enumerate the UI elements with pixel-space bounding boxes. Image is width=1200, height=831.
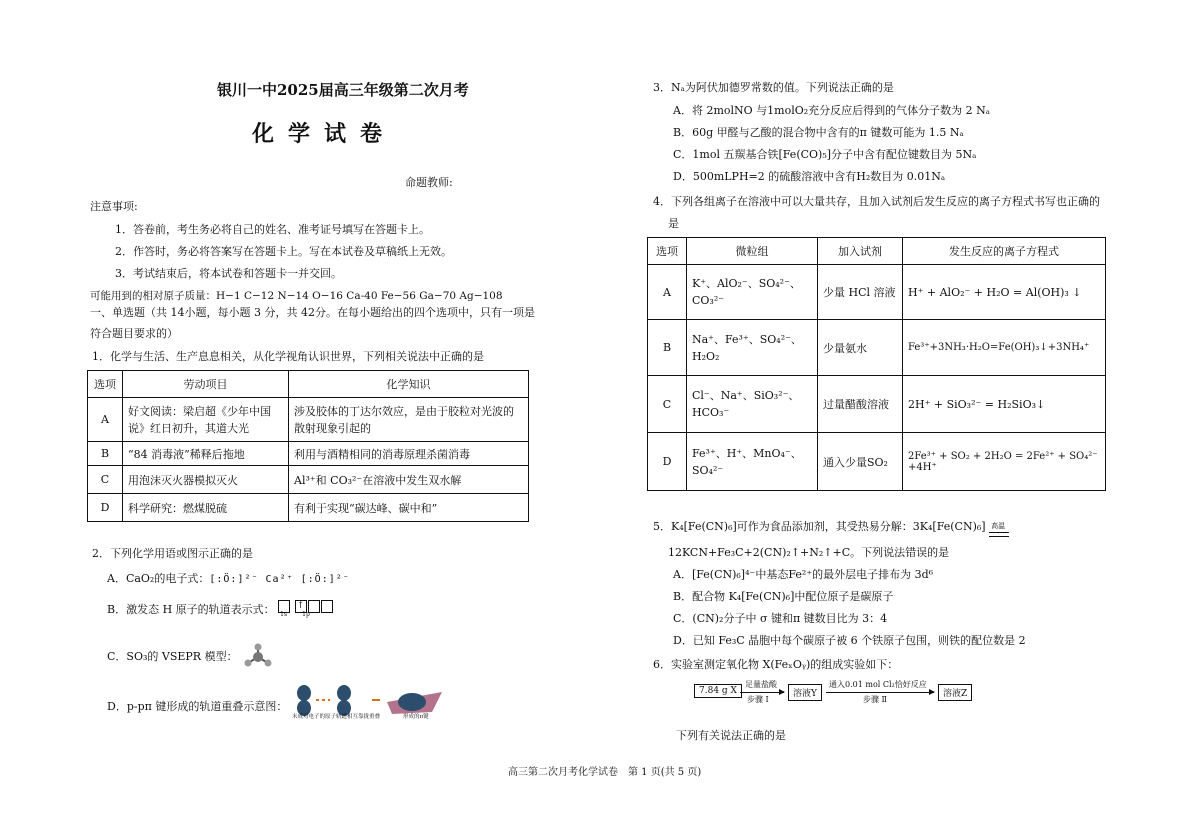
q1-knowledge: 有利于实现“碳达峰、碳中和” <box>289 494 529 522</box>
q5-stem1: 5．K₄[Fe(CN)₆]可作为食品添加剂，其受热易分解：3K₄[Fe(CN)₆] <box>653 520 986 533</box>
q4-equation: 2Fe³⁺ + SO₂ + 2H₂O = 2Fe²⁺ + SO₄²⁻ +4H⁺ <box>903 433 1106 491</box>
q4-stem-line1: 4．下列各组离子在溶液中可以大量共存，且加入试剂后发生反应的离子方程式书写也正确的 <box>653 195 1100 208</box>
q5-option: C．(CN)₂分子中 σ 键和π 键数目比为 3：4 <box>673 612 888 625</box>
orbital-label: 1p <box>302 611 310 619</box>
q4-reagent: 过量醋酸溶液 <box>818 376 903 433</box>
q4-ions: Na⁺、Fe³⁺、SO₄²⁻、H₂O₂ <box>687 320 818 376</box>
orbital-box: ↑ <box>295 600 307 613</box>
pi-bond-caption: 形成的π键 <box>403 714 429 720</box>
section1-line1: 一、单选题（共 14小题，每小题 3 分，共 42分。在每小题给出的四个选项中，只有一项是 <box>90 306 535 319</box>
heat-condition-label: 高温 <box>991 522 1006 530</box>
q2-option-b <box>107 601 334 617</box>
table-row <box>88 494 529 522</box>
flow-arrow2-top: 通入0.01 mol Cl₂恰好反应 <box>829 680 927 689</box>
q3-option: B．60g 甲醛与乙酸的混合物中含有的π 键数可能为 1.5 Nₐ <box>673 126 964 139</box>
q4-option: C <box>648 376 687 433</box>
q4-option: A <box>648 265 687 320</box>
vsepr-model-icon <box>241 643 275 671</box>
q3-option: C．1mol 五羰基合铁[Fe(CO)₅]分子中含有配位键数目为 5Nₐ <box>673 148 977 161</box>
subject-title: 化学试卷 <box>252 121 397 147</box>
q1-option: B <box>88 442 123 466</box>
notice-item: 1．答卷前，考生务必将自己的姓名、准考证号填写在答题卡上。 <box>115 223 430 236</box>
table-row <box>648 265 1106 320</box>
q4-reagent: 少量氨水 <box>818 320 903 376</box>
q2-option-a <box>107 570 350 586</box>
flow-arrow2-bottom: 步骤 Ⅱ <box>863 695 887 704</box>
page-footer: 高三第二次月考化学试卷 第 1 页(共 5 页) <box>508 767 702 778</box>
q5-option: D．已知 Fe₃C 晶胞中每个碳原子被 6 个铁原子包围，则铁的配位数是 2 <box>673 634 1026 647</box>
flow-box-z: 溶液Z <box>938 684 972 701</box>
q6-stem: 6．实验室测定氧化物 X(FeₓOᵧ)的组成实验如下： <box>653 658 899 671</box>
q1-item: 科学研究：燃煤脱硫 <box>123 494 289 522</box>
q4-option: D <box>648 433 687 491</box>
table-row <box>88 442 529 466</box>
exam-title: 银川一中2025届高三年级第二次月考 <box>217 81 469 99</box>
table-row <box>88 398 529 442</box>
q2-c-label: C．SO₃的 VSEPR 模型： <box>107 650 238 663</box>
flow-arrow-1 <box>740 692 784 693</box>
table-row <box>88 466 529 494</box>
q2-option-d: D．p-pπ 键形成的轨道重叠示意图： <box>107 700 288 713</box>
author-label: 命题教师: <box>405 176 453 189</box>
q4-ions: Fe³⁺、H⁺、MnO₄⁻、SO₄²⁻ <box>687 433 818 491</box>
orbital-label: 1s <box>280 611 288 619</box>
flow-arrow-2 <box>826 692 934 693</box>
q1-knowledge: Al³⁺和 CO₃²⁻在溶液中发生双水解 <box>289 466 529 494</box>
q1-table <box>87 370 529 522</box>
q1-option: A <box>88 398 123 442</box>
q4-equation: H⁺ + AlO₂⁻ + H₂O = Al(OH)₃ ↓ <box>903 265 1106 320</box>
q1-header: 劳动项目 <box>123 371 289 398</box>
q4-header: 选项 <box>648 238 687 265</box>
q4-reagent: 通入少量SO₂ <box>818 433 903 491</box>
q2-b-label: B．激发态 H 原子的轨道表示式： <box>107 603 275 616</box>
q4-equation: Fe³⁺+3NH₃·H₂O=Fe(OH)₃↓+3NH₄⁺ <box>903 320 1106 376</box>
notice-heading: 注意事项: <box>90 200 138 213</box>
q5-option: A．[Fe(CN)₆]⁴⁻中基态Fe²⁺的最外层电子排布为 3d⁶ <box>673 568 934 581</box>
q4-equation: 2H⁺ + SiO₃²⁻ = H₂SiO₃↓ <box>903 376 1106 433</box>
flow-box-y: 溶液Y <box>788 684 822 701</box>
q1-header: 化学知识 <box>289 371 529 398</box>
q5-option: B．配合物 K₄[Fe(CN)₆]中配位原子是碳原子 <box>673 590 894 603</box>
table-row <box>648 320 1106 376</box>
notice-item: 2．作答时，务必将答案写在答题卡上。写在本试卷及草稿纸上无效。 <box>115 245 452 258</box>
q2-option-c <box>107 643 275 671</box>
notice-item: 3．考试结束后，将本试卷和答题卡一并交回。 <box>115 267 342 280</box>
q3-stem: 3．Nₐ为阿伏加德罗常数的值。下列说法正确的是 <box>653 81 894 94</box>
section1-line2: 符合题目要求的） <box>90 327 178 340</box>
q3-option: D．500mLPH=2 的硫酸溶液中含有H₂数目为 0.01Nₐ <box>673 170 946 183</box>
q4-stem-line2: 是 <box>668 217 679 230</box>
orbital-diagram <box>278 599 334 619</box>
q1-knowledge: 涉及胶体的丁达尔效应，是由于胶粒对光波的散射现象引起的 <box>289 398 529 442</box>
q4-reagent: 少量 HCl 溶液 <box>818 265 903 320</box>
flow-arrow1-bottom: 步骤 Ⅰ <box>747 695 769 704</box>
q1-item: 用泡沫灭火器模拟灭火 <box>123 466 289 494</box>
q1-option: C <box>88 466 123 494</box>
orbital-box <box>321 600 333 613</box>
q1-stem: 1．化学与生活、生产息息相关，从化学视角认识世界，下列相关说法中正确的是 <box>92 350 484 363</box>
table-row <box>648 376 1106 433</box>
pi-bond-caption: 未成对电子的原子轨道相互靠拢重叠 <box>292 714 381 720</box>
atomic-mass: 可能用到的相对原子质量：H−1 C−12 N−14 O−16 Ca-40 Fe−56 Ga−70 Ag−108 <box>90 290 503 302</box>
q5-stem-line2: 12KCN+Fe₃C+2(CN)₂↑+N₂↑+C。下列说法错误的是 <box>668 546 950 559</box>
q2-a-formula: [:Ö:]²⁻ Ca²⁺ [:Ö:]²⁻ <box>209 574 350 585</box>
q4-header: 微粒组 <box>687 238 818 265</box>
q4-ions: Cl⁻、Na⁺、SiO₃²⁻、HCO₃⁻ <box>687 376 818 433</box>
q2-stem: 2．下列化学用语或图示正确的是 <box>92 547 253 560</box>
q1-knowledge: 利用与酒精相同的消毒原理杀菌消毒 <box>289 442 529 466</box>
equal-sign-icon <box>989 532 1009 537</box>
q1-option: D <box>88 494 123 522</box>
q4-ions: K⁺、AlO₂⁻、SO₄²⁻、CO₃²⁻ <box>687 265 818 320</box>
q4-option: B <box>648 320 687 376</box>
table-row <box>648 433 1106 491</box>
q4-table <box>647 237 1106 491</box>
q5-stem-line1 <box>653 518 1011 534</box>
q6-tail: 下列有关说法正确的是 <box>676 729 786 742</box>
flow-arrow1-top: 足量盐酸 <box>745 680 777 689</box>
q4-header: 加入试剂 <box>818 238 903 265</box>
q3-option: A．将 2molNO 与1molO₂充分反应后得到的气体分子数为 2 Nₐ <box>673 104 991 117</box>
q2-a-label: A．CaO₂的电子式： <box>107 572 210 585</box>
q1-item: “84 消毒液”稀释后拖地 <box>123 442 289 466</box>
flow-box-x: 7.84 g X <box>694 684 742 698</box>
q1-item: 好文阅读：梁启超《少年中国说》红日初升，其道大光 <box>123 398 289 442</box>
q4-header: 发生反应的离子方程式 <box>903 238 1106 265</box>
q1-header: 选项 <box>88 371 123 398</box>
